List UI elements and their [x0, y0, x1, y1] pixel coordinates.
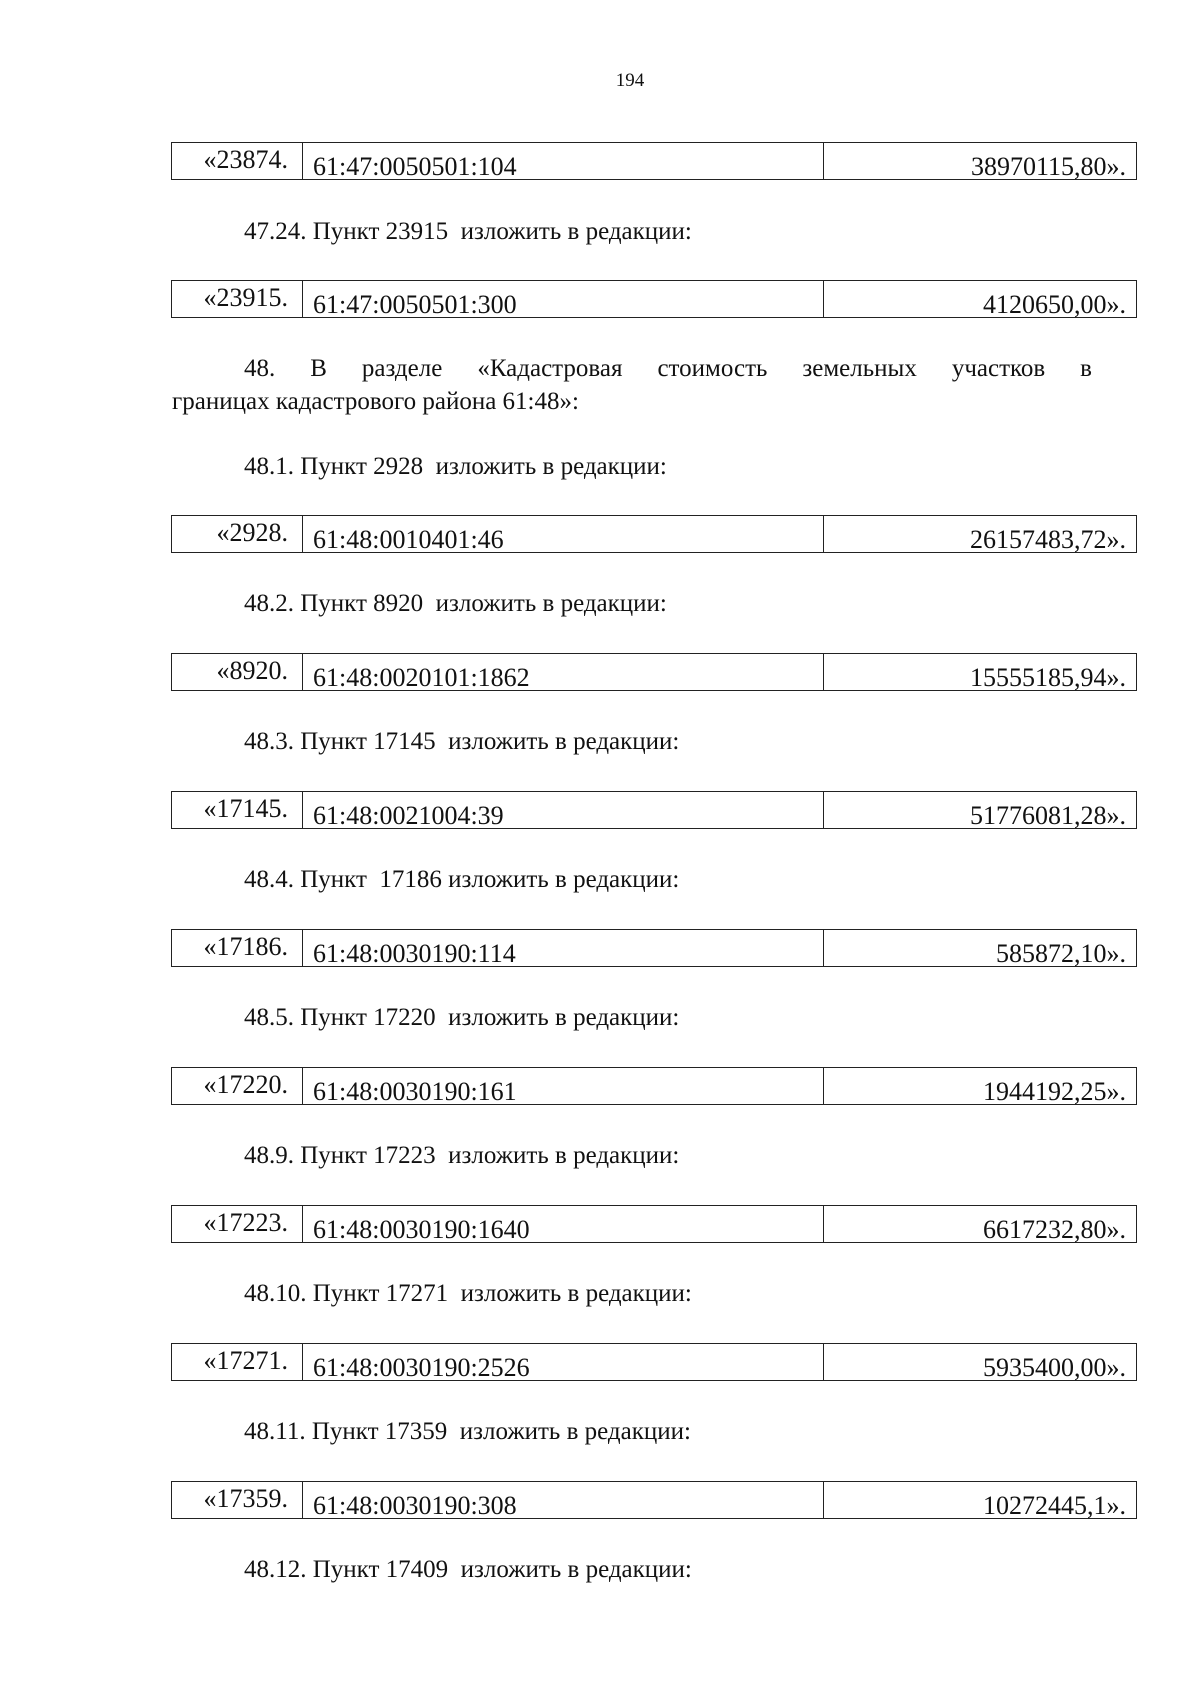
cadastral-value-cell: 6617232,80». [983, 1215, 1126, 1244]
item-number-cell: «17220. [172, 1068, 303, 1104]
table-row [171, 1481, 1137, 1519]
cadastral-value-cell: 585872,10». [996, 939, 1126, 968]
item-number-cell: «2928. [172, 516, 303, 552]
table-row [171, 929, 1137, 967]
cadastral-number-cell: 61:48:0030190:2526 [303, 1344, 824, 1380]
table-row [171, 1205, 1137, 1243]
cadastral-value-cell: 4120650,00». [983, 290, 1126, 319]
section-48-line1: 48. В разделе «Кадастровая стоимость земельных участков в [244, 355, 1092, 382]
cadastral-value-cell: 15555185,94». [970, 663, 1126, 692]
table-row [171, 1067, 1137, 1105]
paragraph-amendment: 48.3. Пункт 17145 изложить в редакции: [244, 728, 680, 755]
item-number-cell: «17145. [172, 792, 303, 828]
table-row [171, 142, 1137, 180]
paragraph-amendment: 48.9. Пункт 17223 изложить в редакции: [244, 1142, 680, 1169]
paragraph-amendment: 48.4. Пункт 17186 изложить в редакции: [244, 866, 680, 893]
cadastral-value-cell: 10272445,1». [983, 1491, 1126, 1520]
paragraph-amendment: 48.11. Пункт 17359 изложить в редакции: [244, 1418, 691, 1445]
paragraph-amendment: 48.10. Пункт 17271 изложить в редакции: [244, 1280, 692, 1307]
cadastral-value-cell: 38970115,80». [970, 152, 1126, 181]
table-row [171, 791, 1137, 829]
page-number: 194 [615, 70, 645, 91]
cadastral-number-cell: 61:48:0010401:46 [303, 516, 824, 552]
item-number-cell: «23874. [172, 143, 303, 179]
cadastral-number-cell: 61:48:0021004:39 [303, 792, 824, 828]
item-number-cell: «17359. [172, 1482, 303, 1518]
item-number-cell: «17271. [172, 1344, 303, 1380]
item-number-cell: «8920. [172, 654, 303, 690]
paragraph-amendment: 48.12. Пункт 17409 изложить в редакции: [244, 1556, 692, 1583]
paragraph-amendment: 48.2. Пункт 8920 изложить в редакции: [244, 590, 667, 617]
cadastral-number-cell: 61:48:0030190:308 [303, 1482, 824, 1518]
section-48-line2: границах кадастрового района 61:48»: [172, 388, 579, 415]
cadastral-number-cell: 61:48:0030190:1640 [303, 1206, 824, 1242]
cadastral-number-cell: 61:47:0050501:104 [303, 143, 824, 179]
paragraph-amendment: 47.24. Пункт 23915 изложить в редакции: [244, 218, 692, 245]
item-number-cell: «17223. [172, 1206, 303, 1242]
cadastral-number-cell: 61:47:0050501:300 [303, 281, 824, 317]
section-48-paragraph [172, 352, 1092, 418]
cadastral-number-cell: 61:48:0030190:161 [303, 1068, 824, 1104]
table-row [171, 1343, 1137, 1381]
cadastral-value-cell: 26157483,72». [970, 525, 1126, 554]
paragraph-amendment: 48.5. Пункт 17220 изложить в редакции: [244, 1004, 680, 1031]
item-number-cell: «17186. [172, 930, 303, 966]
cadastral-number-cell: 61:48:0030190:114 [303, 930, 824, 966]
table-row [171, 280, 1137, 318]
cadastral-value-cell: 1944192,25». [983, 1077, 1126, 1106]
item-number-cell: «23915. [172, 281, 303, 317]
table-row [171, 515, 1137, 553]
table-row [171, 653, 1137, 691]
cadastral-number-cell: 61:48:0020101:1862 [303, 654, 824, 690]
paragraph-amendment: 48.1. Пункт 2928 изложить в редакции: [244, 453, 667, 480]
cadastral-value-cell: 5935400,00». [983, 1353, 1126, 1382]
cadastral-value-cell: 51776081,28». [970, 801, 1126, 830]
